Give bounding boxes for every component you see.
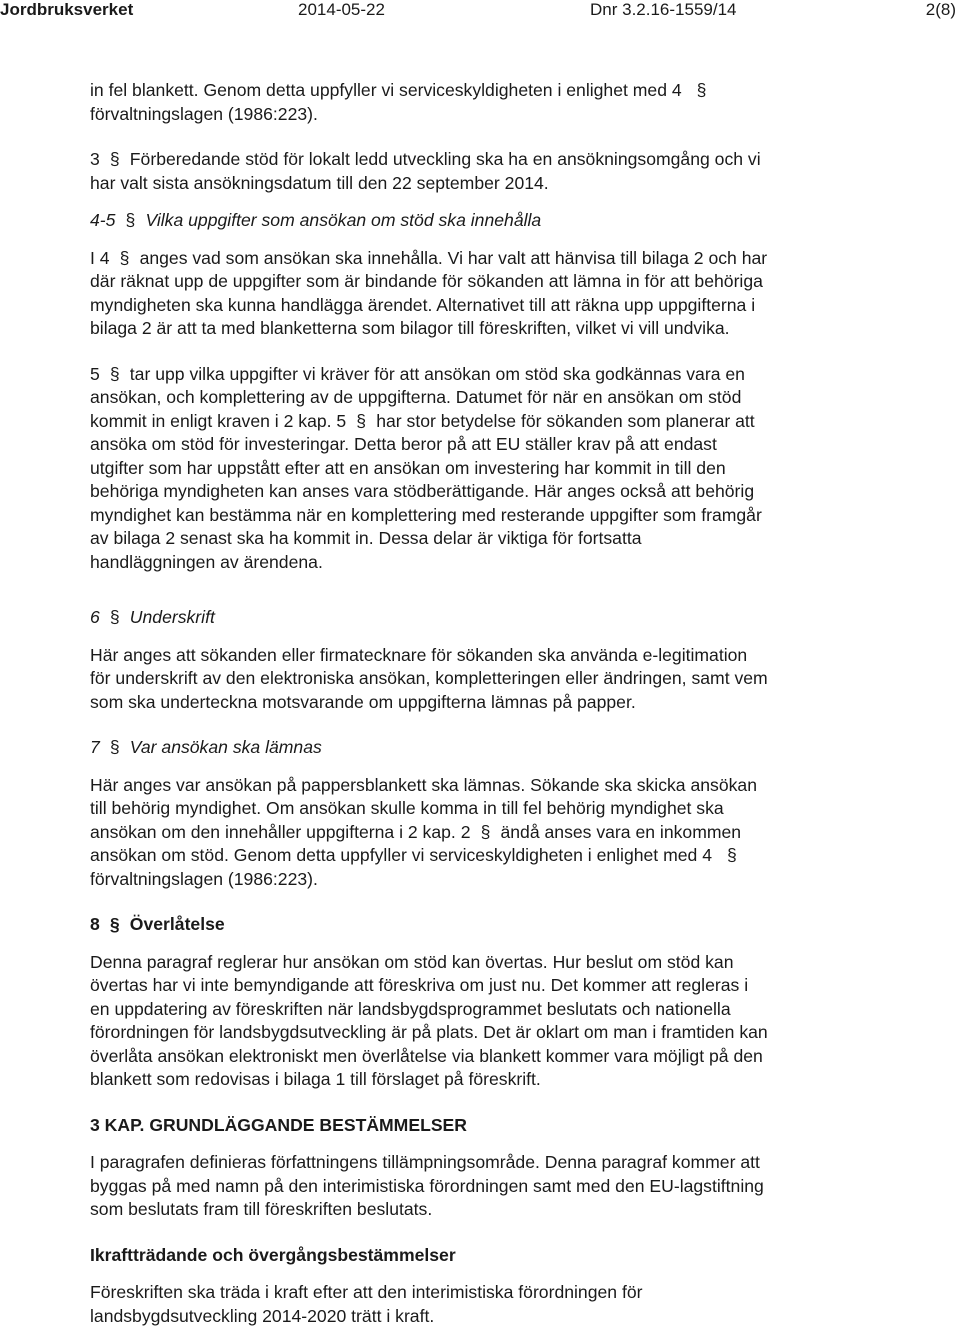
header-reference-number: Dnr 3.2.16-1559/14	[590, 0, 737, 19]
header-organization: Jordbruksverket	[0, 0, 134, 19]
paragraph-section-8: Denna paragraf reglerar hur ansökan om stöd kan övertas. Hur beslut om stöd kan övertas har vi inte bemyndigande att föreskriva om just nu. Det kommer att regleras i en uppdatering av föreskriften när landsbygdsprogrammet beslutats och nationella förordningen för landsbygdsutveckling är på plats. Det är oklart om man i framtiden kan överlåta ansökan elektroniskt men överlåtelse via blankett kommer vara möjligt på den blankett som redovisas i bilaga 1 till förslaget på föreskrift.	[90, 951, 768, 1089]
paragraph-section-5: 5 § tar upp vilka uppgifter vi kräver för att ansökan om stöd ska godkännas vara en ansökan, och komplettering av de uppgifterna. Datumet för när en ansökan om stöd kommit in enligt kraven i 2 kap. 5 § har stor betydelse för sökanden som planerar att ansöka om stöd för investeringar. Detta beror på att EU ställer krav på att endast utgifter som har uppstått efter att en ansökan om investering har kommit in till den behöriga myndigheten kan anses vara stödberättigande. Här anges också att behörig myndighet kan bestämma när en komplettering med resterande uppgifter som framgår av bilaga 2 senast ska ha kommit in. Dessa delar är viktiga för fortsatta handläggningen av ärendena.	[90, 363, 762, 572]
section-heading-4-5: 4-5 § Vilka uppgifter som ansökan om stöd ska innehålla	[90, 210, 542, 230]
paragraph-entry-into-force: Föreskriften ska träda i kraft efter att den interimistiska förordningen för landsbygdsutveckling 2014-2020 trätt i kraft.	[90, 1282, 643, 1326]
paragraph-section-3: 3 § Förberedande stöd för lokalt ledd utveckling ska ha en ansökningsomgång och vi har valt sista ansökningsdatum till den 22 september 2014.	[90, 149, 761, 193]
paragraph-section-7: Här anges var ansökan på pappersblankett ska lämnas. Sökande ska skicka ansökan till behörig myndighet. Om ansökan skulle komma in till fel behörig myndighet ska ansökan om den innehåller uppgifterna i 2 kap. 2 § ändå anses vara en inkommen ansökan om stöd. Genom detta uppfyller vi serviceskyldigheten i enlighet med 4 § förvaltningslagen (1986:223).	[90, 774, 757, 889]
header-page-number: 2(8)	[925, 0, 956, 19]
paragraph-continued: in fel blankett. Genom detta uppfyller vi serviceskyldigheten i enlighet med 4 § förvaltningslagen (1986:223).	[90, 80, 707, 124]
header-date: 2014-05-22	[298, 0, 385, 19]
chapter-heading-3: 3 KAP. GRUNDLÄGGANDE BESTÄMMELSER	[90, 1114, 467, 1135]
paragraph-section-4: I 4 § anges vad som ansökan ska innehålla. Vi har valt att hänvisa till bilaga 2 och har där räknat upp de uppgifter som är bindande för sökanden att lämna in för att behöriga myndigheten ska kunna handlägga ärendet. Alternativet till att räkna upp uppgifterna i bilaga 2 är att ta med blanketterna som bilagor till föreskriften, vilket vi vill undvika.	[90, 247, 768, 338]
heading-entry-into-force: Ikraftträdande och övergångsbestämmelser	[90, 1244, 456, 1265]
paragraph-section-6: Här anges att sökanden eller firmatecknare för sökanden ska använda e-legitimation för underskrift av den elektroniska ansökan, kompletteringen eller ändringen, samt vem som ska underteckna motsvarande om uppgifterna lämnas på papper.	[90, 644, 768, 712]
document-body	[90, 79, 958, 1328]
section-heading-6: 6 § Underskrift	[90, 607, 215, 627]
section-heading-8: 8 § Överlåtelse	[90, 914, 225, 934]
section-heading-7: 7 § Var ansökan ska lämnas	[90, 737, 322, 757]
paragraph-chapter-3: I paragrafen definieras författningens tillämpningsområde. Denna paragraf kommer att byggas på med namn på den interimistiska förordningen samt med den EU-lagstiftning som beslutats fram till föreskriften beslutats.	[90, 1152, 764, 1219]
